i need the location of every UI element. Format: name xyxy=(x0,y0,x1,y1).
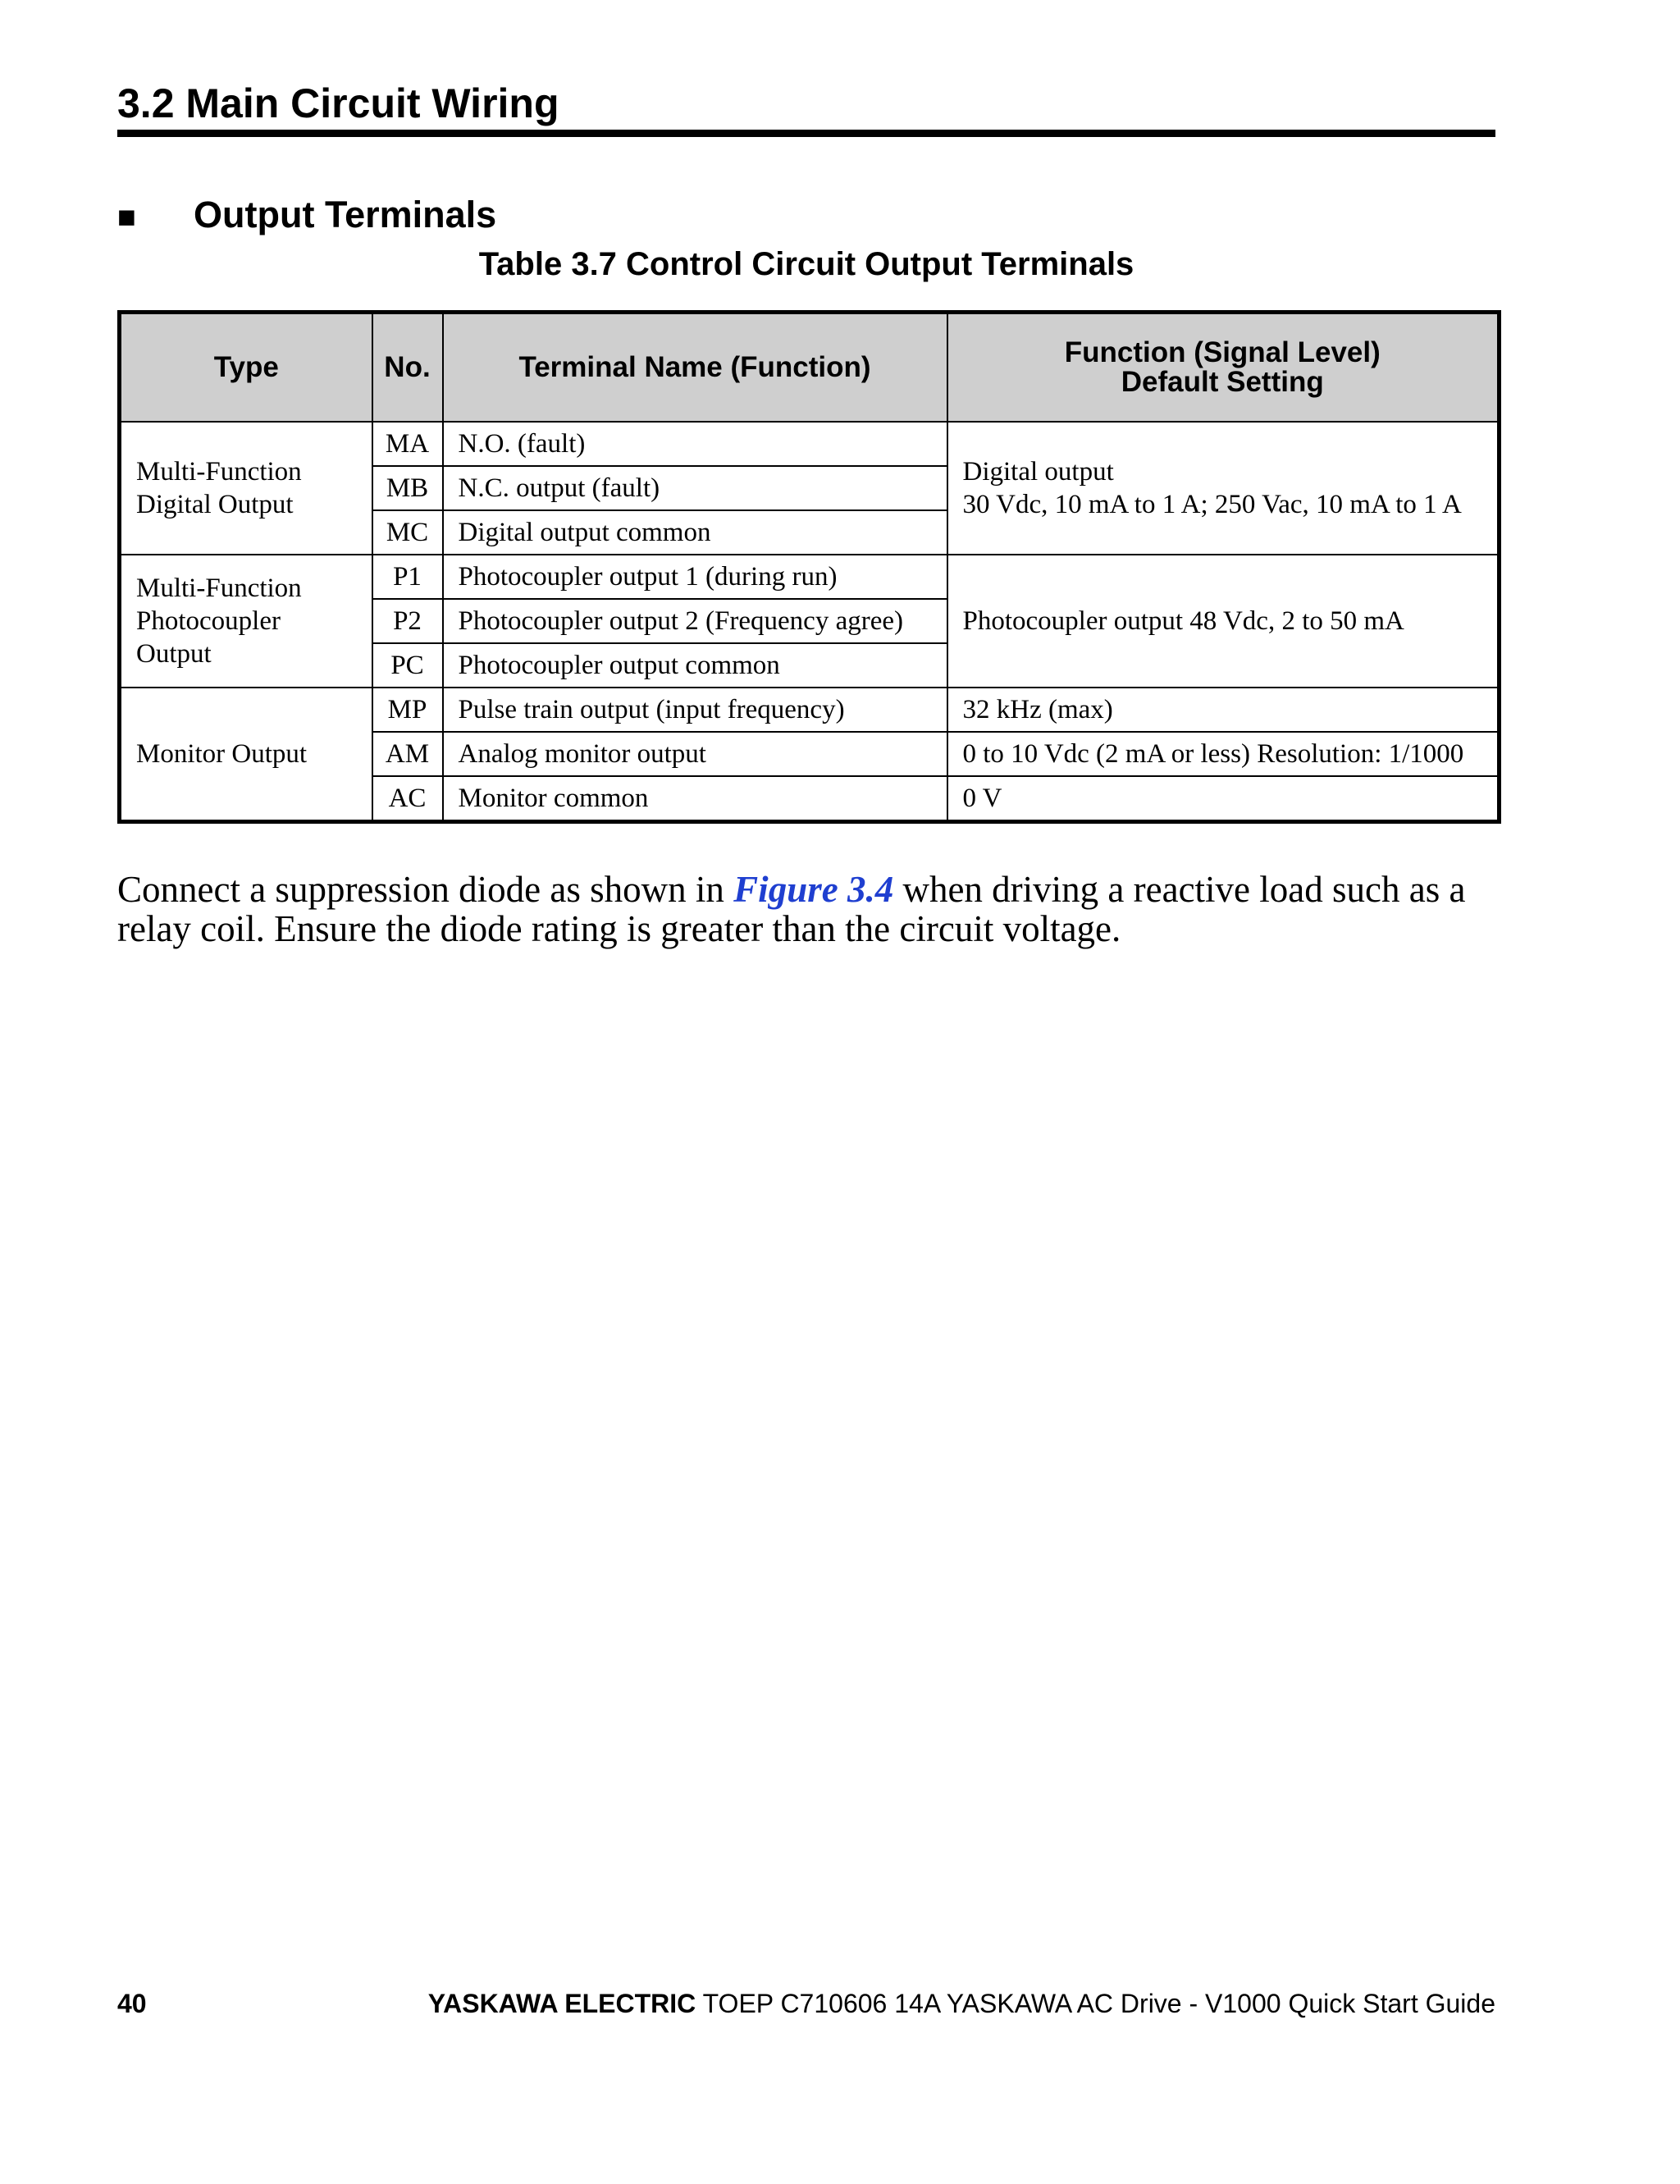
function-cell xyxy=(947,422,1500,555)
type-line: Photocoupler xyxy=(136,606,281,636)
page-number: 40 xyxy=(117,1989,147,2018)
subsection-title: Output Terminals xyxy=(194,194,497,235)
header-function xyxy=(947,313,1500,423)
terminal-no: MC xyxy=(372,510,443,555)
terminal-no: MA xyxy=(372,422,443,466)
type-cell xyxy=(120,555,372,688)
body-paragraph xyxy=(117,870,1512,948)
table-row xyxy=(120,555,1500,599)
function-cell: 0 to 10 Vdc (2 mA or less) Resolution: 1/1000 xyxy=(947,732,1500,776)
terminal-name: N.O. (fault) xyxy=(443,422,947,466)
figure-3-4-link[interactable]: Figure 3.4 xyxy=(733,869,894,910)
terminal-name: Monitor common xyxy=(443,776,947,822)
table-caption: Table 3.7 Control Circuit Output Terminals xyxy=(478,246,1134,282)
paragraph-text: when driving a reactive load such as a relay coil. Ensure the diode rating is greater than the circuit voltage. xyxy=(117,869,1466,949)
paragraph-text: Connect a suppression diode as shown in xyxy=(117,869,734,910)
footer xyxy=(428,1987,1495,2020)
terminal-no: PC xyxy=(372,643,443,688)
footer-doc-title: TOEP C710606 14A YASKAWA AC Drive - V1000 Quick Start Guide xyxy=(696,1989,1495,2018)
terminal-name: Photocoupler output common xyxy=(443,643,947,688)
type-cell xyxy=(120,422,372,555)
header-terminal-name: Terminal Name (Function) xyxy=(443,313,947,423)
terminal-no: AM xyxy=(372,732,443,776)
function-line: 30 Vdc, 10 mA to 1 A; 250 Vac, 10 mA to 1 A xyxy=(962,490,1462,519)
header-type: Type xyxy=(120,313,372,423)
square-bullet-icon: ■ xyxy=(117,200,136,235)
terminal-name: Analog monitor output xyxy=(443,732,947,776)
header-function-line: Function (Signal Level) xyxy=(1064,336,1381,368)
type-line: Output xyxy=(136,639,212,669)
table-header-row xyxy=(120,313,1500,423)
function-cell: 0 V xyxy=(947,776,1500,822)
terminal-name: Pulse train output (input frequency) xyxy=(443,688,947,732)
table-row xyxy=(120,422,1500,466)
type-cell xyxy=(120,688,372,822)
subsection-heading xyxy=(117,190,496,242)
terminal-no: P2 xyxy=(372,599,443,643)
table-row xyxy=(120,688,1500,732)
type-line: Digital Output xyxy=(136,490,294,519)
terminal-no: MP xyxy=(372,688,443,732)
function-line: Photocoupler output 48 Vdc, 2 to 50 mA xyxy=(962,606,1404,636)
output-terminals-table xyxy=(117,310,1501,824)
type-line: Multi-Function xyxy=(136,573,302,603)
function-cell: 32 kHz (max) xyxy=(947,688,1500,732)
section-title: 3.2 Main Circuit Wiring xyxy=(117,79,1495,137)
terminal-name: Digital output common xyxy=(443,510,947,555)
footer-brand: YASKAWA ELECTRIC xyxy=(427,1989,696,2018)
terminal-no: P1 xyxy=(372,555,443,599)
terminal-name: N.C. output (fault) xyxy=(443,466,947,510)
terminal-name: Photocoupler output 1 (during run) xyxy=(443,555,947,599)
terminal-name: Photocoupler output 2 (Frequency agree) xyxy=(443,599,947,643)
function-line: Digital output xyxy=(962,457,1114,487)
type-line: Monitor Output xyxy=(136,739,308,769)
terminal-no: AC xyxy=(372,776,443,822)
header-no: No. xyxy=(372,313,443,423)
function-cell xyxy=(947,555,1500,688)
terminal-no: MB xyxy=(372,466,443,510)
type-line: Multi-Function xyxy=(136,457,302,487)
header-default-setting-line: Default Setting xyxy=(1121,366,1324,398)
